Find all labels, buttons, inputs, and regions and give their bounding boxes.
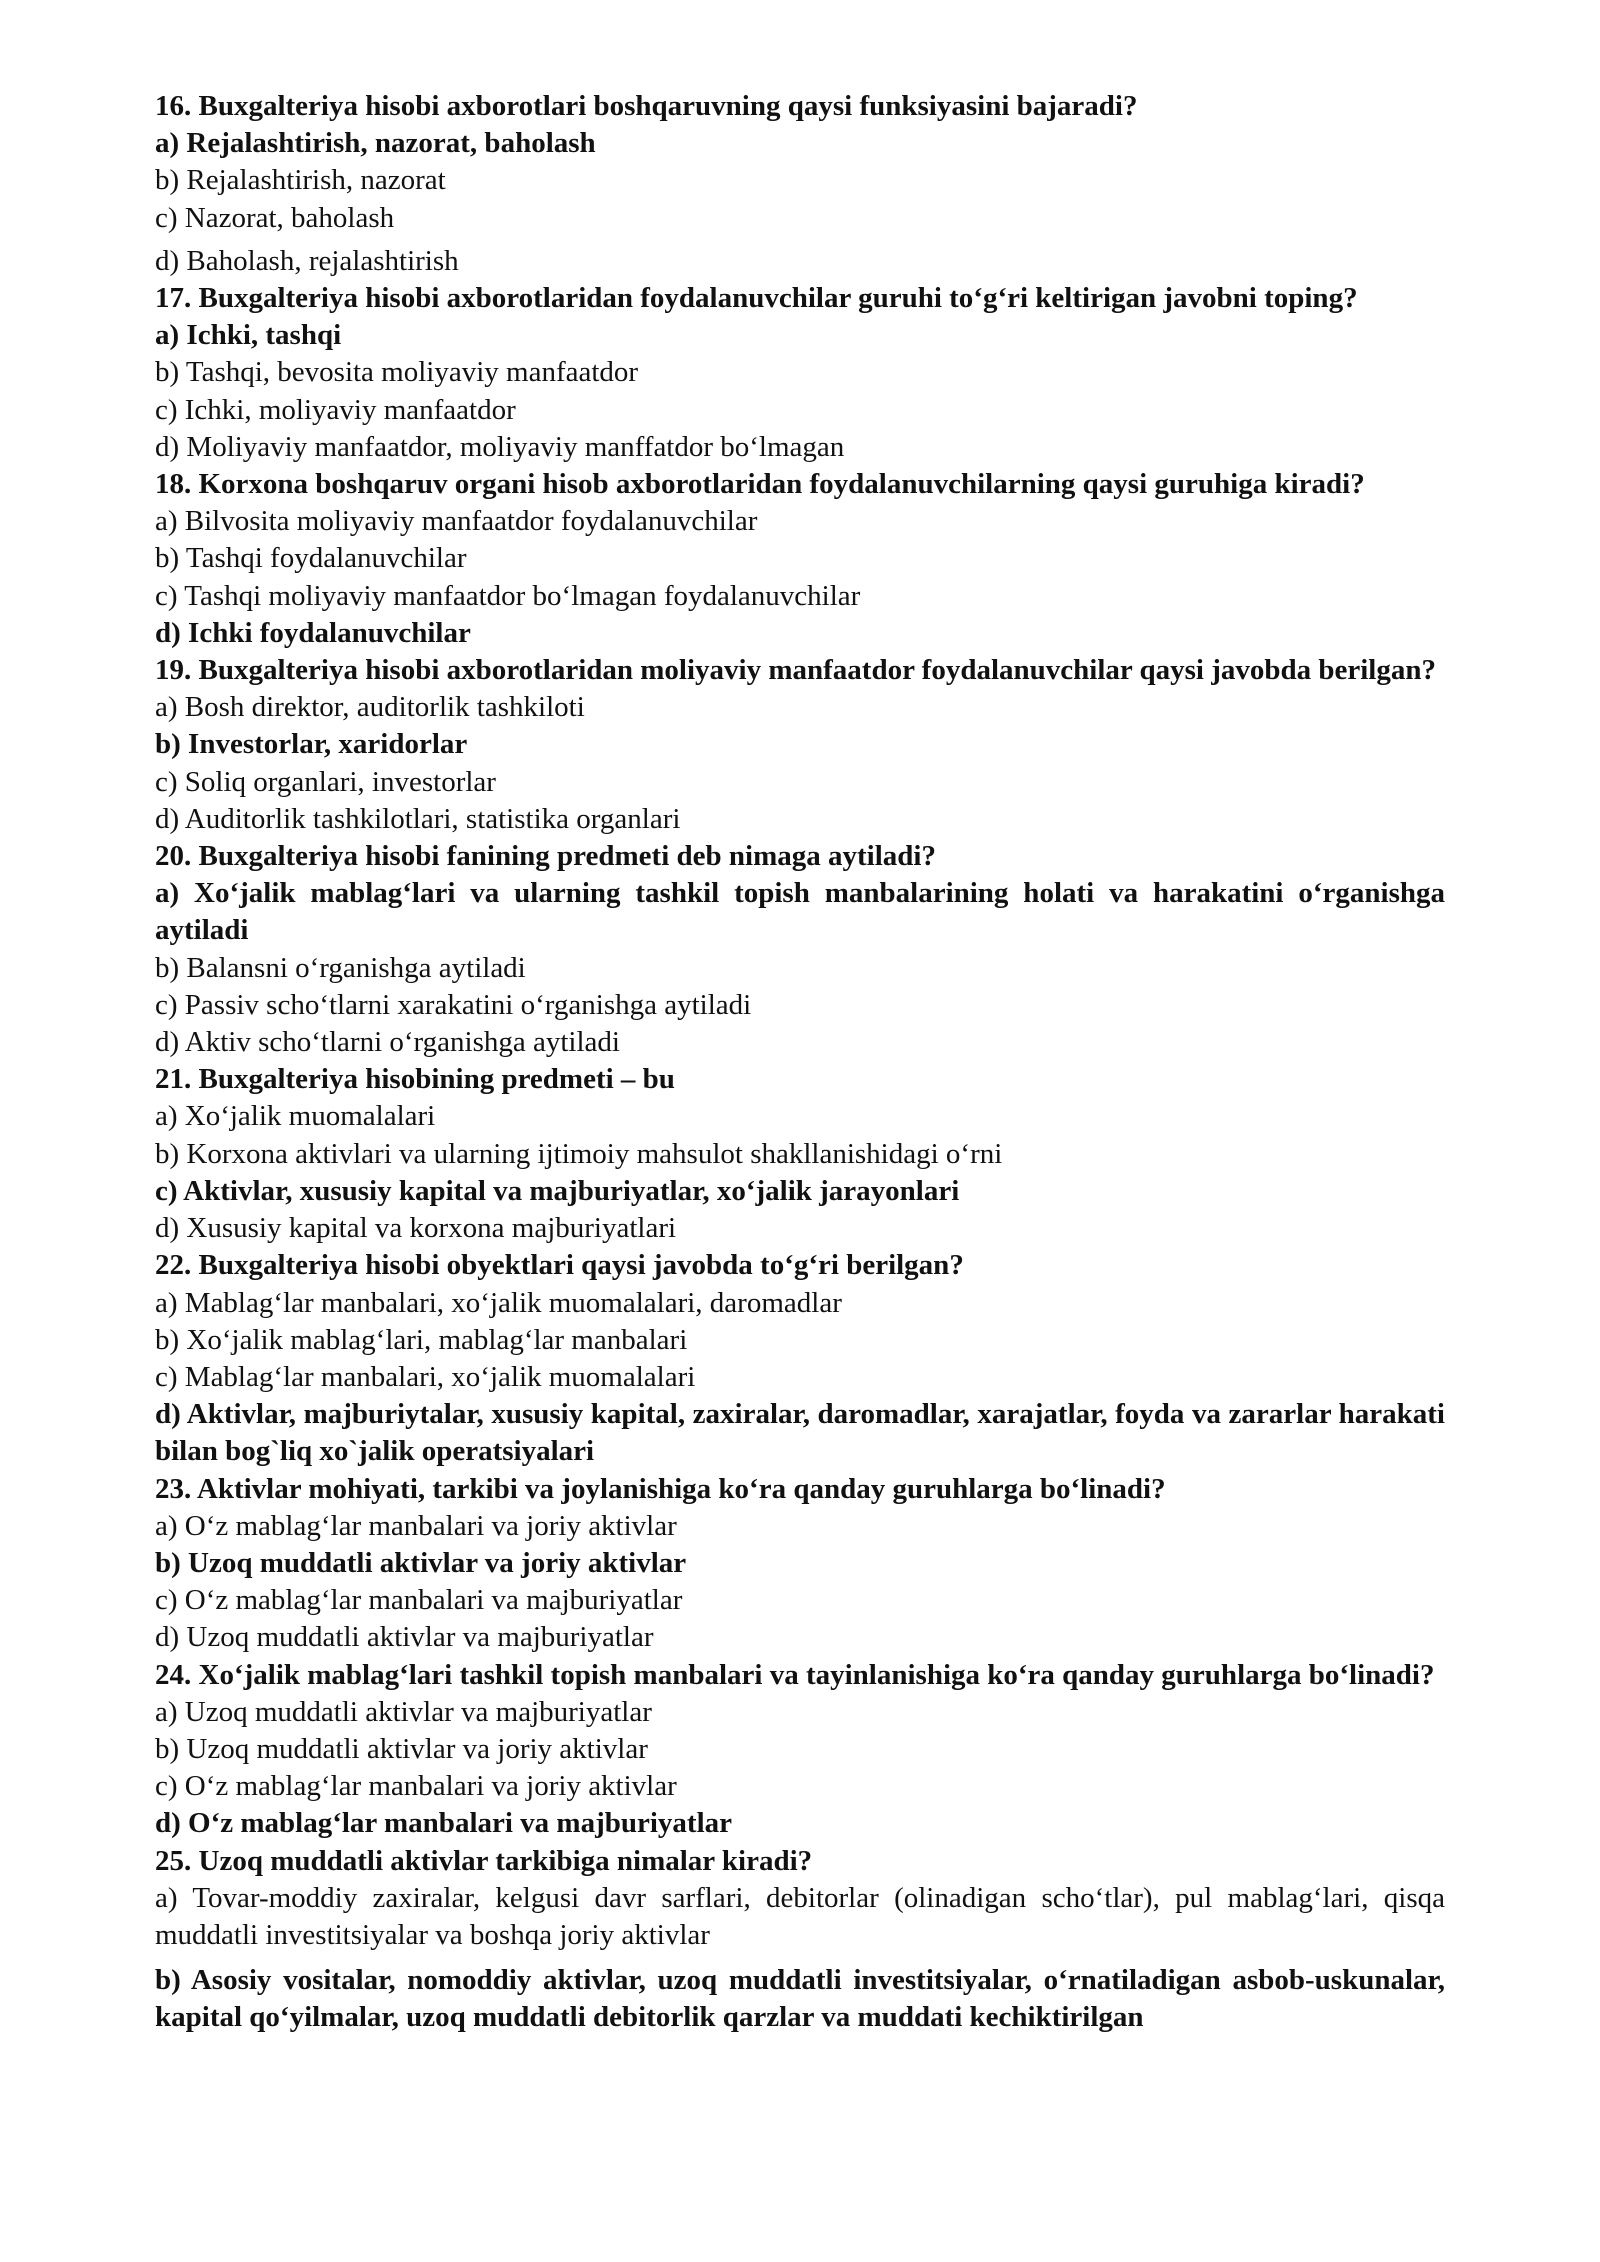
option-20-d: d) Aktiv scho‘tlarni o‘rganishga aytiladi: [155, 1026, 620, 1059]
option-24-c: c) O‘z mablag‘lar manbalari va joriy aktivlar: [155, 1770, 677, 1803]
option-19-c: c) Soliq organlari, investorlar: [155, 765, 496, 798]
question-17: 17. Buxgalteriya hisobi axborotlaridan foydalanuvchilar guruhi to‘g‘ri keltirigan javobni toping?: [155, 282, 1358, 315]
option-17-a: a) Ichki, tashqi: [155, 319, 342, 352]
option-17-d: d) Moliyaviy manfaatdor, moliyaviy manffatdor bo‘lmagan: [155, 430, 845, 463]
option-18-c: c) Tashqi moliyaviy manfaatdor bo‘lmagan foydalanuvchilar: [155, 579, 861, 612]
option-18-a: a) Bilvosita moliyaviy manfaatdor foydalanuvchilar: [155, 505, 758, 538]
option-23-d: d) Uzoq muddatli aktivlar va majburiyatlar: [155, 1621, 654, 1654]
question-19: 19. Buxgalteriya hisobi axborotlaridan moliyaviy manfaatdor foydalanuvchilar qaysi javobda berilgan?: [155, 654, 1436, 687]
option-22-a: a) Mablag‘lar manbalari, xo‘jalik muomalalari, daromadlar: [155, 1286, 842, 1319]
option-16-d: d) Baholash, rejalashtirish: [155, 244, 459, 277]
option-25-a: a) Tovar-moddiy zaxiralar, kelgusi davr sarflari, debitorlar (olinadigan scho‘tlar), pul mablag‘lari, qisqa muddatli investitsiyalar va boshqa joriy aktivlar: [155, 1881, 1445, 1951]
option-19-d: d) Auditorlik tashkilotlari, statistika organlari: [155, 802, 681, 835]
option-18-b: b) Tashqi foydalanuvchilar: [155, 542, 467, 575]
option-16-a: a) Rejalashtirish, nazorat, baholash: [155, 127, 596, 160]
option-23-a: a) O‘z mablag‘lar manbalari va joriy aktivlar: [155, 1509, 677, 1542]
question-21: 21. Buxgalteriya hisobining predmeti – bu: [155, 1063, 675, 1096]
option-20-b: b) Balansni o‘rganishga aytiladi: [155, 951, 526, 984]
option-24-d: d) O‘z mablag‘lar manbalari va majburiyatlar: [155, 1807, 733, 1840]
option-16-c: c) Nazorat, baholash: [155, 201, 395, 234]
question-18: 18. Korxona boshqaruv organi hisob axborotlaridan foydalanuvchilarning qaysi guruhiga kiradi?: [155, 468, 1365, 501]
option-18-d: d) Ichki foydalanuvchilar: [155, 616, 471, 649]
option-19-b: b) Investorlar, xaridorlar: [155, 728, 468, 761]
option-23-b: b) Uzoq muddatli aktivlar va joriy aktivlar: [155, 1546, 687, 1579]
option-20-a: a) Xo‘jalik mablag‘lari va ularning tashkil topish manbalarining holati va harakatini o‘rganishga aytiladi: [155, 877, 1445, 947]
option-21-b: b) Korxona aktivlari va ularning ijtimoiy mahsulot shakllanishidagi o‘rni: [155, 1137, 1003, 1170]
question-23: 23. Aktivlar mohiyati, tarkibi va joylanishiga ko‘ra qanday guruhlarga bo‘linadi?: [155, 1472, 1166, 1505]
option-22-b: b) Xo‘jalik mablag‘lari, mablag‘lar manbalari: [155, 1323, 688, 1356]
option-22-c: c) Mablag‘lar manbalari, xo‘jalik muomalalari: [155, 1360, 696, 1393]
option-21-c: c) Aktivlar, xususiy kapital va majburiyatlar, xo‘jalik jarayonlari: [155, 1174, 960, 1207]
question-22: 22. Buxgalteriya hisobi obyektlari qaysi javobda to‘g‘ri berilgan?: [155, 1249, 964, 1282]
question-16: 16. Buxgalteriya hisobi axborotlari boshqaruvning qaysi funksiyasini bajaradi?: [155, 90, 1138, 122]
option-24-a: a) Uzoq muddatli aktivlar va majburiyatlar: [155, 1695, 652, 1728]
option-21-d: d) Xususiy kapital va korxona majburiyatlari: [155, 1212, 677, 1245]
option-16-b: b) Rejalashtirish, nazorat: [155, 164, 446, 197]
option-21-a: a) Xo‘jalik muomalalari: [155, 1100, 436, 1133]
option-20-c: c) Passiv scho‘tlarni xarakatini o‘rganishga aytiladi: [155, 988, 752, 1021]
option-24-b: b) Uzoq muddatli aktivlar va joriy aktivlar: [155, 1732, 648, 1765]
option-22-d: d) Aktivlar, majburiytalar, xususiy kapital, zaxiralar, daromadlar, xarajatlar, foyda va zararlar harakati bilan bog`liq xo`jalik operatsiyalari: [155, 1398, 1445, 1468]
question-25: 25. Uzoq muddatli aktivlar tarkibiga nimalar kiradi?: [155, 1844, 813, 1877]
option-23-c: c) O‘z mablag‘lar manbalari va majburiyatlar: [155, 1584, 683, 1617]
question-24: 24. Xo‘jalik mablag‘lari tashkil topish manbalari va tayinlanishiga ko‘ra qanday guruhlarga bo‘linadi?: [155, 1658, 1435, 1691]
option-17-b: b) Tashqi, bevosita moliyaviy manfaatdor: [155, 356, 639, 389]
option-17-c: c) Ichki, moliyaviy manfaatdor: [155, 393, 516, 426]
option-25-b: b) Asosiy vositalar, nomoddiy aktivlar, uzoq muddatli investitsiyalar, o‘rnatiladigan asbob-uskunalar, kapital qo‘yilmalar, uzoq muddatli debitorlik qarzlar va muddati kechiktirilgan: [155, 1964, 1445, 2034]
question-20: 20. Buxgalteriya hisobi fanining predmeti deb nimaga aytiladi?: [155, 840, 936, 873]
option-19-a: a) Bosh direktor, auditorlik tashkiloti: [155, 691, 585, 724]
